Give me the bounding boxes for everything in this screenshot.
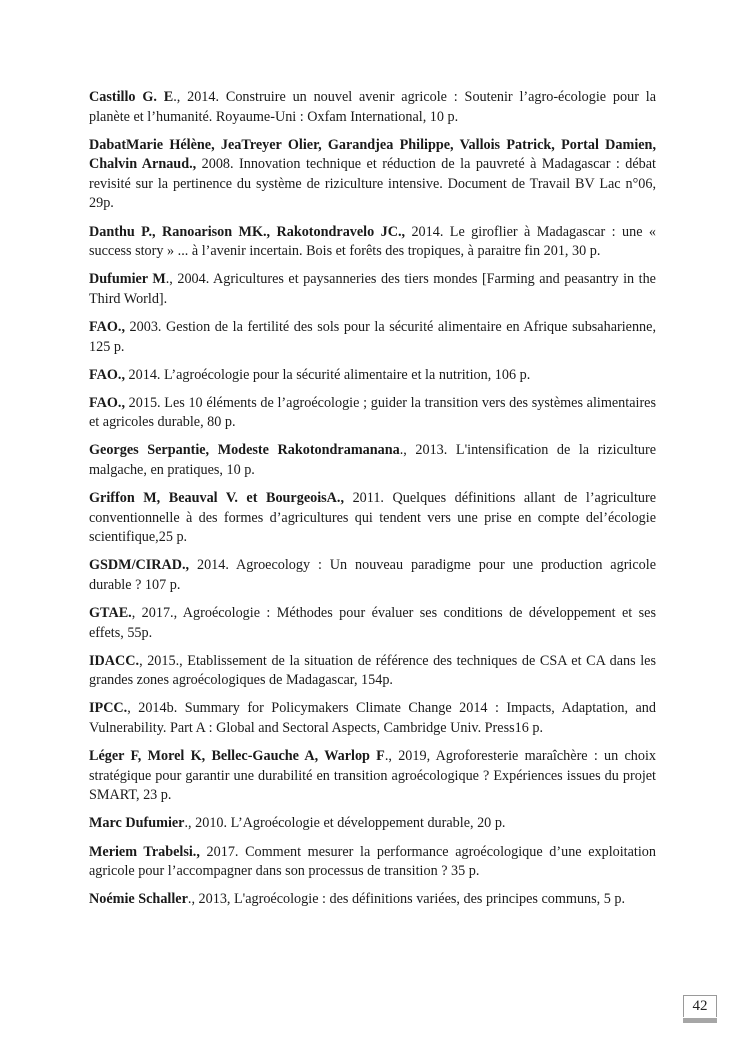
bibliography-entry — [89, 318, 656, 357]
entry-details: , 2017., Agroécologie : Méthodes pour évaluer ses conditions de développement et ses effets, 55p. — [89, 605, 656, 641]
entry-details: ., 2004. Agricultures et paysanneries des tiers mondes [Farming and peasantry in the Third World]. — [89, 271, 656, 307]
entry-details: ., 2013. L'intensification de la riziculture malgache, en pratiques, 10 p. — [89, 442, 656, 478]
bibliography-entry — [89, 394, 656, 433]
bibliography-entry — [89, 223, 656, 262]
bibliography-entry — [89, 652, 656, 691]
entry-authors: FAO., — [89, 394, 125, 411]
entry-authors: DabatMarie Hélène, JeaTreyer Olier, Garandjea Philippe, Vallois Patrick, Portal Damien, Chalvin Arnaud., — [89, 136, 656, 173]
entry-details: , 2014b. Summary for Policymakers Climate Change 2014 : Impacts, Adaptation, and Vulnerability. Part A : Global and Sectoral Aspects, Cambridge Univ. Press16 p. — [89, 700, 656, 737]
entry-authors: GSDM/CIRAD., — [89, 557, 190, 574]
bibliography-entry — [89, 890, 656, 910]
entry-details: ., 2013, L'agroécologie : des définitions variées, des principes communs, 5 p. — [187, 891, 626, 908]
entry-authors: Danthu P., Ranoarison MK., Rakotondravelo JC., — [89, 223, 406, 240]
bibliography-entry — [89, 699, 656, 738]
entry-details: 2014. L’agroécologie pour la sécurité alimentaire et la nutrition, 106 p. — [125, 366, 531, 383]
entry-details: 2003. Gestion de la fertilité des sols pour la sécurité alimentaire en Afrique subsaharienne, 125 p. — [89, 318, 656, 355]
entry-details: , 2015., Etablissement de la situation de référence des techniques de CSA et CA dans les grandes zones agroécologiques de Madagascar, 154p. — [89, 652, 656, 689]
entry-authors: Griffon M, Beauval V. et BourgeoisA., — [89, 490, 345, 507]
bibliography-entry — [89, 88, 656, 127]
entry-details: 2017. Comment mesurer la performance agroécologique d’une exploitation agricole pour l’accompagner dans son processus de transition ? 35 p. — [89, 843, 656, 880]
entry-authors: Noémie Schaller — [89, 891, 188, 908]
bibliography-entry — [89, 136, 656, 214]
page-number-bar — [683, 1018, 717, 1023]
entry-authors: FAO., — [89, 318, 125, 335]
bibliography-entry — [89, 814, 656, 834]
entry-authors: Meriem Trabelsi., — [89, 843, 200, 860]
page-number: 42 — [683, 995, 717, 1017]
entry-details: 2014. Agroecology : Un nouveau paradigme pour une production agricole durable ? 107 p. — [89, 557, 656, 593]
entry-authors: Georges Serpantie, Modeste Rakotondramanana — [89, 442, 400, 459]
entry-details: ., 2010. L’Agroécologie et développement durable, 20 p. — [184, 815, 506, 832]
entry-authors: Léger F, Morel K, Bellec-Gauche A, Warlop F — [89, 748, 385, 765]
entry-authors: FAO., — [89, 366, 125, 383]
entry-details: ., 2014. Construire un nouvel avenir agricole : Soutenir l’agro-écologie pour la planète et l’humanité. Royaume-Uni : Oxfam International, 10 p. — [89, 89, 656, 125]
bibliography-list — [89, 88, 656, 918]
entry-details: ., 2019, Agroforesterie maraîchère : un choix stratégique pour garantir une durabilité en transition agroécologique ? Expériences issues du projet SMART, 23 p. — [89, 748, 657, 804]
entry-details: 2008. Innovation technique et réduction de la pauvreté à Madagascar : débat revisité sur la pertinence du système de riziculture intensive. Document de Travail BV Lac n°06, 29p. — [89, 156, 657, 212]
entry-authors: IPCC. — [89, 700, 128, 717]
bibliography-entry — [89, 489, 656, 548]
entry-details: 2015. Les 10 éléments de l’agroécologie ; guider la transition vers des systèmes alimentaires et agricoles durable, 80 p. — [89, 394, 656, 431]
bibliography-entry — [89, 270, 656, 309]
entry-authors: Castillo G. E — [89, 89, 174, 105]
entry-details: 2014. Le giroflier à Madagascar : une « success story » ... à l’avenir incertain. Bois et forêts des tropiques, à paraitre fin 201, 30 p. — [89, 223, 656, 260]
bibliography-entry — [89, 843, 656, 882]
bibliography-entry — [89, 366, 656, 386]
entry-authors: Marc Dufumier — [89, 815, 185, 832]
entry-details: 2011. Quelques définitions allant de l’agriculture conventionnelle à des formes d’agricultures qui tendent vers une prise en compte del’écologie scientifique,25 p. — [89, 490, 657, 546]
entry-authors: GTAE. — [89, 605, 132, 622]
bibliography-entry — [89, 604, 656, 643]
bibliography-entry — [89, 747, 656, 806]
entry-authors: IDACC. — [89, 652, 140, 669]
entry-authors: Dufumier M — [89, 271, 166, 288]
bibliography-entry — [89, 556, 656, 595]
bibliography-entry — [89, 441, 656, 480]
